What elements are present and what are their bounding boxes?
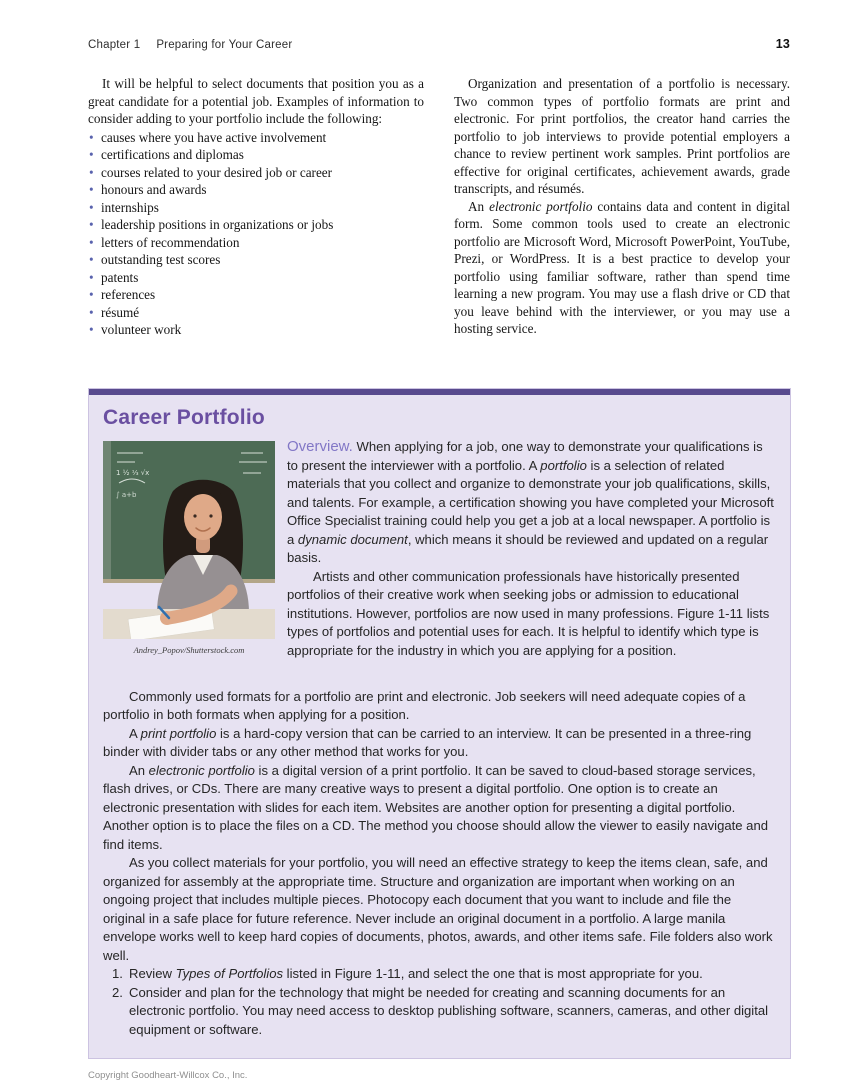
list-item: • leadership positions in organizations or jobs — [88, 216, 424, 234]
step-number: 1. — [112, 966, 123, 981]
svg-text:∫ a+b: ∫ a+b — [116, 491, 137, 499]
feature-body — [89, 438, 790, 1045]
overview-text: When applying for a job, one way to demonstrate your qualifications is to present the interviewer with a portfolio. A portfolio is a selection of related materials that you collect and organize to demonstrate your job qualifications, skills, and talents. For example, a certification showing you have completed your Microsoft Office Specialist training could help you get a job at a local newspaper. A portfolio is a dynamic document, which means it should be reviewed and updated on a regular basis. — [287, 439, 774, 565]
step-item — [112, 965, 777, 984]
list-item: • certifications and diplomas — [88, 146, 424, 164]
body-columns — [88, 75, 790, 339]
career-portfolio-feature-box — [88, 388, 791, 1059]
list-item: • courses related to your desired job or career — [88, 164, 424, 182]
step-number: 2. — [112, 984, 123, 1000]
photo-illustration — [103, 441, 275, 639]
body-paragraph: An electronic portfolio contains data and content in digital form. Some common tools used to create an electronic portfolio are Microsoft Word, Microsoft PowerPoint, YouTube, Prezi, or WordPress. It is a best practice to develop your portfolio using familiar software, rather than spend time learning a new program. You may use a flash drive or CD that you leave behind with the interviewer, or you may use a hosting service. — [454, 198, 790, 336]
step-text: Review Types of Portfolios listed in Figure 1-11, and select the one that is most appropriate for you. — [129, 966, 703, 981]
list-item: • outstanding test scores — [88, 251, 424, 269]
chapter-title: Preparing for Your Career — [156, 39, 293, 51]
feature-top-bar — [88, 388, 791, 395]
feature-paragraph: An electronic portfolio is a digital version of a print portfolio. It can be saved to cloud-based storage services, flash drives, or CDs. There are many creative ways to present a digital portfolio. One option is to create an electronic presentation with slides for each item. Websites are another option for presenting a digital portfolio. Another option is to place the files on a CD. The method you choose should allow the viewer to easily navigate and find items. — [103, 762, 769, 852]
overview-label: Overview. — [287, 438, 353, 455]
feature-paragraph: As you collect materials for your portfolio, you will need an effective strategy to keep the items clean, safe, and organized for assembly at the appropriate time. Structure and organization are important when working on an ongoing project that includes multiple pieces. Photocopy each document that you want to include and file the original in a safe place for future reference. Never include an original document in a portfolio. A large manila envelope works well to keep hard copies of documents, photos, awards, and other items safe. File folders also work well. — [103, 855, 773, 963]
activity-steps-list — [112, 965, 777, 1039]
body-paragraph: Organization and presentation of a portfolio is necessary. Two common types of portfolio formats are print and electronic. For print portfolios, the creator hand carries the portfolio to job interviews to provide potential employers a chance to review pertinent work samples. Print portfolios are effective for original certificates, achievement awards, grade transcripts, and résumés. — [454, 76, 790, 196]
list-item: • letters of recommendation — [88, 234, 424, 252]
list-item: • résumé — [88, 304, 424, 322]
right-column — [454, 75, 790, 339]
chapter-label: Chapter 1 — [88, 39, 141, 51]
svg-text:1 ½ ⅓ √x: 1 ½ ⅓ √x — [116, 469, 150, 477]
photo-credit: Andrey_Popov/Shutterstock.com — [133, 645, 245, 655]
step-item — [112, 984, 777, 1040]
list-item: • internships — [88, 199, 424, 217]
copyright-notice: Copyright Goodheart-Willcox Co., Inc. — [88, 1070, 248, 1081]
portfolio-items-list — [88, 129, 424, 339]
feature-paragraph: Artists and other communication professionals have historically presented portfolios of their creative work when seeking jobs or admission to educational institutions. However, portfolios are now used in many professions. Figure 1-11 lists types of portfolios and potential uses for each. It is helpful to identify which type is appropriate for the industry in which you are applying for a position. — [287, 568, 770, 658]
list-item: • honours and awards — [88, 181, 424, 199]
page-number: 13 — [775, 37, 790, 51]
feature-paragraph: A print portfolio is a hard-copy version that can be carried to an interview. It can be presented in a three-ring binder with divider tabs or any other method that works for you. — [103, 725, 752, 759]
step-text: Consider and plan for the technology that might be needed for creating and scanning documents for an electronic portfolio. You may need access to desktop publishing software, scanners, cameras, and other digital equipment or software. — [129, 984, 769, 1037]
feature-title: Career Portfolio — [103, 406, 265, 429]
list-item: • volunteer work — [88, 321, 424, 339]
student-studying-photo — [103, 441, 275, 660]
intro-paragraph: It will be helpful to select documents that position you as a great candidate for a potential job. Examples of information to consider adding to your portfolio include the following: — [88, 76, 424, 126]
list-item: • references — [88, 286, 424, 304]
feature-paragraph: Commonly used formats for a portfolio are print and electronic. Job seekers will need adequate copies of a portfolio in both formats when applying for a position. — [103, 688, 746, 722]
running-head — [88, 37, 790, 51]
left-column — [88, 75, 424, 339]
list-item: • patents — [88, 269, 424, 287]
list-item: • causes where you have active involvement — [88, 129, 424, 147]
